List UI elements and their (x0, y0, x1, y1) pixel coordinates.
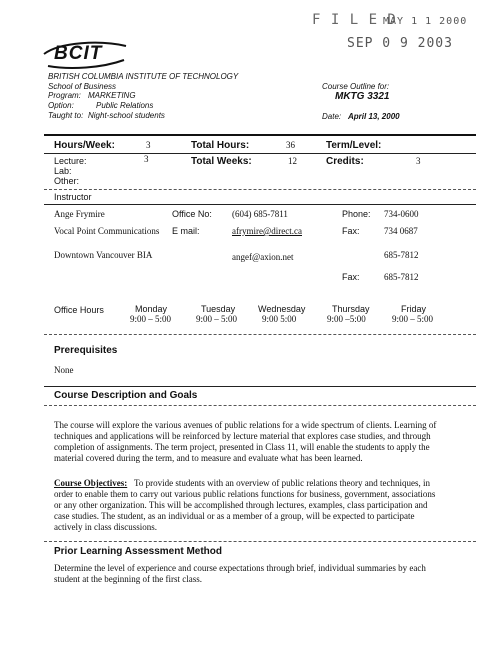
objectives-line: To provide students with an overview of public relations theory and techniques, in (133, 478, 431, 488)
term-level-label: Term/Level: (326, 140, 382, 151)
total-hours-label: Total Hours: (191, 140, 250, 151)
phone2-value: 685-7812 (384, 250, 419, 260)
objectives-line: order to enable them to carry out various public relations functions for business, government, associations (54, 489, 436, 499)
description-paragraph (54, 420, 474, 464)
divider-dashed-1 (44, 189, 476, 190)
plar-paragraph (54, 563, 474, 585)
option-value: Public Relations (96, 101, 154, 110)
prerequisites-value: None (54, 365, 74, 375)
instructor-location: Downtown Vancouver BIA (54, 250, 153, 260)
plar-line: Determine the level of experience and course expectations through brief, individual summaries by each (54, 563, 426, 573)
office-hours-day: Friday (401, 304, 427, 314)
credits-value: 3 (416, 156, 421, 166)
filed-stamp: F I L E D (312, 12, 397, 28)
office-hours-day: Wednesday (258, 304, 306, 314)
office-hours-time: 9:00 – 5:00 (130, 314, 172, 324)
plar-heading: Prior Learning Assessment Method (54, 546, 222, 557)
office-hours-time: 9:00 – 5:00 (392, 314, 434, 324)
objectives-label: Course Objectives: (54, 478, 128, 488)
objectives-line: actively in class discussions. (54, 522, 157, 532)
received-date-stamp: SEP 0 9 2003 (347, 36, 453, 51)
email-link-2[interactable]: angef@axion.net (232, 252, 294, 262)
taught-label: Taught to: (48, 111, 84, 120)
divider-hours (44, 153, 476, 154)
phone-label: Phone: (342, 209, 371, 219)
office-phone: (604) 685-7811 (232, 209, 288, 219)
credits-label: Credits: (326, 156, 364, 167)
office-hours-time: 9:00 5:00 (262, 314, 297, 324)
instructor-heading: Instructor (54, 192, 92, 202)
filed-date-stamp: MAY 1 1 2000 (383, 16, 468, 27)
lecture-value: 3 (144, 154, 149, 164)
objectives-line: or any other organization. This will be accomplished through lectures, examples, class participation and (54, 500, 428, 510)
plar-line: student at the beginning of the first class. (54, 574, 202, 584)
program-value: MARKETING (88, 91, 136, 100)
course-outline-label: Course Outline for: (322, 82, 390, 91)
description-line: material covered during the term, and to measure and evaluate what has been learned. (54, 453, 363, 463)
lecture-label: Lecture: (54, 156, 87, 166)
other-label: Other: (54, 176, 80, 186)
taught-value: Night-school students (88, 111, 165, 120)
description-line: completion of assignments. The term project, presented in Class 11, will enable the students to apply the (54, 442, 430, 452)
office-hours-time: 9:00 –5:00 (327, 314, 366, 324)
total-weeks-label: Total Weeks: (191, 156, 252, 167)
fax-label: Fax: (342, 226, 360, 236)
divider-instructor (44, 204, 476, 205)
prerequisites-heading: Prerequisites (54, 345, 118, 356)
divider-dashed-3 (44, 405, 476, 406)
bcit-logo: BCIT (40, 40, 130, 70)
office-hours-day: Thursday (332, 304, 370, 314)
hours-week-value: 3 (146, 140, 151, 150)
institution-name: BRITISH COLUMBIA INSTITUTE OF TECHNOLOGY (48, 72, 239, 81)
fax-value: 734 0687 (384, 226, 418, 236)
description-line: The course will explore the various avenues of public relations for a wide spectrum of clients. Learning of (54, 420, 437, 430)
email-label: E mail: (172, 226, 200, 236)
description-heading: Course Description and Goals (54, 390, 198, 401)
school-name: School of Business (48, 82, 117, 91)
office-hours-label: Office Hours (54, 305, 104, 315)
instructor-name: Ange Frymire (54, 209, 105, 219)
hours-week-label: Hours/Week: (54, 140, 115, 151)
divider-prereq (44, 386, 476, 387)
phone-value: 734-0600 (384, 209, 419, 219)
lab-label: Lab: (54, 166, 72, 176)
office-hours-time: 9:00 – 5:00 (196, 314, 238, 324)
divider-dashed-2 (44, 334, 476, 335)
program-label: Program: (48, 91, 81, 100)
description-line: techniques and applications will be reinforced by lecture material that explores case studies, and through (54, 431, 431, 441)
divider-top (44, 134, 476, 136)
course-code: MKTG 3321 (335, 91, 390, 102)
total-weeks-value: 12 (288, 156, 297, 166)
course-date: April 13, 2000 (348, 112, 400, 121)
fax2-value: 685-7812 (384, 272, 419, 282)
instructor-company: Vocal Point Communications (54, 226, 160, 236)
option-label: Option: (48, 101, 74, 110)
date-label: Date: (322, 112, 342, 121)
office-hours-day: Monday (135, 304, 168, 314)
divider-dashed-4 (44, 541, 476, 542)
email-link-1[interactable]: afrymire@direct.ca (232, 226, 302, 236)
fax2-label: Fax: (342, 272, 360, 282)
office-hours-day: Tuesday (201, 304, 236, 314)
objectives-line: case studies. The student, as an individual or as a member of a group, will be expected to participate (54, 511, 415, 521)
objectives-paragraph (54, 478, 474, 533)
office-no-label: Office No: (172, 209, 212, 219)
total-hours-value: 36 (286, 140, 295, 150)
